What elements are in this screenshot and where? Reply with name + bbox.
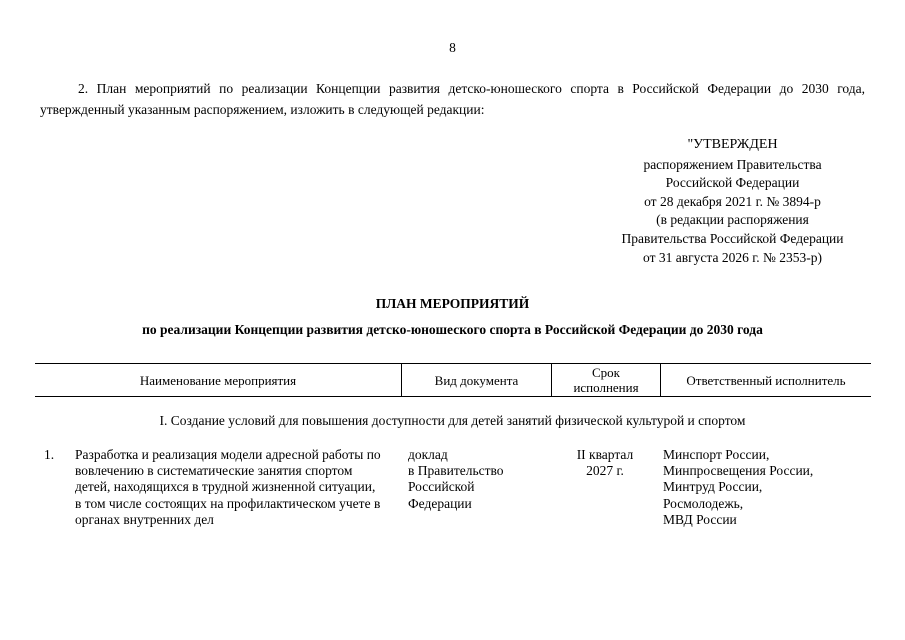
row-term-line: 2027 г. bbox=[586, 463, 624, 479]
approval-line: распоряжением Правительства bbox=[643, 156, 822, 172]
approval-line: Российской Федерации bbox=[665, 175, 800, 191]
row-responsible-line: Минтруд России, bbox=[663, 479, 763, 495]
row-responsible bbox=[663, 447, 873, 528]
row-responsible-line: Минспорт России, bbox=[663, 447, 770, 462]
plan-subtitle: по реализации Концепции развития детско-юношеского спорта в Российской Федерации до 2030 года bbox=[142, 322, 763, 337]
header-name: Наименование мероприятия bbox=[139, 372, 297, 388]
row-name-line: детей, находящихся в трудной жизненной ситуации, bbox=[75, 479, 376, 495]
header-term-line1: Срок bbox=[592, 365, 620, 380]
table-header-wrap bbox=[35, 363, 871, 397]
row-name bbox=[75, 447, 397, 528]
approval-line: от 28 декабря 2021 г. № 3894-р bbox=[644, 193, 821, 209]
header-doc-type: Вид документа bbox=[402, 364, 552, 397]
approval-line: от 31 августа 2026 г. № 2353-р) bbox=[643, 249, 822, 265]
row-responsible-line: Минпросвещения России, bbox=[663, 463, 814, 479]
header-responsible: Ответственный исполнитель bbox=[661, 364, 872, 397]
row-responsible-line: Росмолодежь, bbox=[663, 495, 744, 511]
row-doc-line: в Правительство bbox=[408, 463, 504, 479]
row-name-line: в том числе состоящих на профилактическом учете в bbox=[75, 495, 381, 511]
row-number: 1. bbox=[44, 447, 55, 462]
approval-line: Правительства Российской Федерации bbox=[621, 230, 844, 246]
row-name-line: вовлечению в систематические занятия спортом bbox=[75, 463, 353, 479]
row-name-line: Разработка и реализация модели адресной работы по bbox=[75, 447, 381, 462]
header-term-line2: исполнения bbox=[573, 380, 639, 395]
approval-head: "УТВЕРЖДЕН bbox=[687, 137, 778, 152]
intro-paragraph: 2. План мероприятий по реализации Концепции развития детско-юношеского спорта в Российской Федерации до 2030 года, утвержденный указанным распоряжением, изложить в следующей редакции: bbox=[40, 81, 865, 117]
section-title: I. Создание условий для повышения доступности для детей занятий физической культурой и спортом bbox=[159, 413, 746, 428]
page-number: 8 bbox=[449, 40, 456, 55]
plan-title: ПЛАН МЕРОПРИЯТИЙ bbox=[375, 296, 530, 311]
row-doc-line: Российской bbox=[408, 479, 475, 495]
row-term-line: II квартал bbox=[576, 447, 634, 462]
row-name-line: органах внутренних дел bbox=[75, 511, 214, 527]
row-doc-line: доклад bbox=[408, 447, 448, 462]
row-term bbox=[555, 447, 655, 479]
table-header bbox=[35, 363, 871, 397]
header-term bbox=[552, 364, 661, 397]
approval-stamp bbox=[575, 136, 890, 267]
approval-line: (в редакции распоряжения bbox=[656, 212, 809, 228]
row-doc-line: Федерации bbox=[408, 495, 472, 511]
row-responsible-line: МВД России bbox=[663, 511, 737, 527]
row-doc-type bbox=[408, 447, 538, 512]
